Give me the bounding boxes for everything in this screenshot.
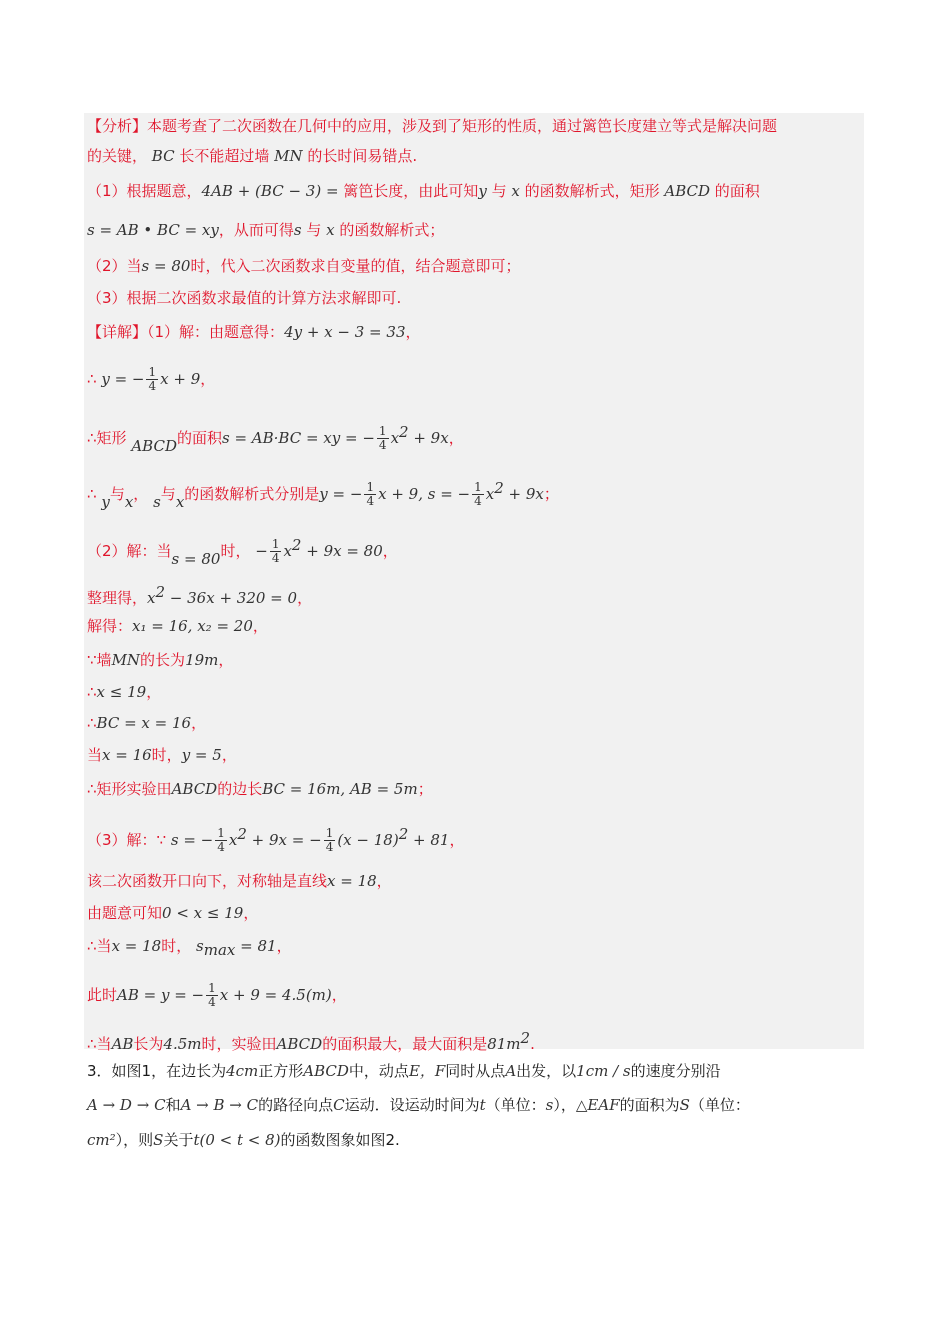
analysis-line-1: 【分析】本题考查了二次函数在几何中的应用，涉及到了矩形的性质，通过篱笆长度建立等式是解决问题 — [87, 117, 778, 135]
fraction: $\frac{1}{4}$ — [271, 537, 280, 565]
fraction: $\frac{1}{4}$ — [378, 424, 387, 452]
fraction: $\frac{1}{4}$ — [148, 365, 157, 393]
q3-line-2: A → D → C和A → B → C的路径向点C运动．设运动时间为t（单位：s），△EAF的面积为S（单位： — [87, 1096, 750, 1114]
solution-func-summary: ∴ y与x， s与x的函数解析式分别是y = − $\frac{1}{4}$ x + 9, s = − $\frac{1}{4}$ $x^2 + 9x$； — [87, 479, 559, 511]
solution-roots: 解得：x₁ = 16, x₂ = 20， — [87, 617, 268, 635]
solution-tag: 【详解】 — [87, 323, 148, 341]
analysis-step-2: （2）当s = 80时，代入二次函数求自变量的值，结合题意即可； — [87, 257, 521, 275]
analysis-step-1-cont: s = AB • BC = xy，从而可得s 与 x 的函数解析式； — [87, 221, 445, 239]
solution-wall: ∵墙MN的长为19m， — [87, 651, 234, 669]
q3-line-1: 3．如图1，在边长为4cm正方形ABCD中，动点E，F同时从点A出发，以1cm / s的速度分别沿 — [87, 1062, 721, 1080]
solution-x-le: ∴x ≤ 19， — [87, 683, 162, 701]
solution-y-expr: ∴ y = − $\frac{1}{4}$ x + 9， — [87, 365, 216, 393]
analysis-step-3: （3）根据二次函数求最值的计算方法求解即可. — [87, 289, 402, 307]
analysis-line-2: 的关键， BC 长不能超过墙 MN 的长时间易错点. — [87, 147, 418, 165]
solution-x16: 当x = 16时，y = 5， — [87, 746, 237, 764]
q3-line-3: cm²），则S关于t(0 < t < 8)的函数图象如图2. — [87, 1131, 400, 1149]
solution-part2-answer: ∴矩形实验田ABCD的边长BC = 16m, AB = 5m； — [87, 780, 433, 798]
solution-p1: 【详解】（1）解：由题意得：4y + x − 3 = 33， — [87, 323, 421, 341]
analysis-tag: 【分析】 — [87, 117, 148, 135]
analysis-step-1: （1）根据题意，4AB + (BC − 3) = 篱笆长度，由此可知y 与 x 的函数解析式，矩形 ABCD 的面积 — [87, 182, 760, 200]
solution-p3: （3）解：∵ s = − $\frac{1}{4}$ $x^2 + 9x$ = − $\frac{1}{4}$ $(x - 18)^2 + 81$， — [87, 825, 465, 854]
fraction: $\frac{1}{4}$ — [366, 480, 375, 508]
solution-max: ∴当x = 18时， $s_{max} = 81$， — [87, 937, 292, 959]
solution-bc: ∴BC = x = 16， — [87, 714, 207, 732]
solution-ab: 此时AB = y = − $\frac{1}{4}$ x + 9 = 4.5(m)， — [87, 981, 347, 1009]
solution-domain: 由题意可知0 < x ≤ 19， — [87, 904, 259, 922]
solution-opening: 该二次函数开口向下，对称轴是直线x = 18， — [87, 872, 392, 890]
fraction: $\frac{1}{4}$ — [325, 826, 334, 854]
fraction: $\frac{1}{4}$ — [208, 981, 216, 1009]
solution-simplify: 整理得，$x^2 - 36x + 320 = 0$， — [87, 583, 313, 607]
fraction: $\frac{1}{4}$ — [474, 480, 482, 508]
solution-final: ∴当AB长为4.5m时，实验田ABCD的面积最大，最大面积是$81m^2$. — [87, 1029, 535, 1053]
fraction: $\frac{1}{4}$ — [217, 826, 225, 854]
solution-area-expr: ∴矩形 ABCD的面积s = AB·BC = xy = − $\frac{1}{4}$ $x^2 + 9x$， — [87, 423, 464, 455]
solution-p2: （2）解：当s = 80时， − $\frac{1}{4}$ $x^2 + 9x = 80$， — [87, 536, 398, 568]
